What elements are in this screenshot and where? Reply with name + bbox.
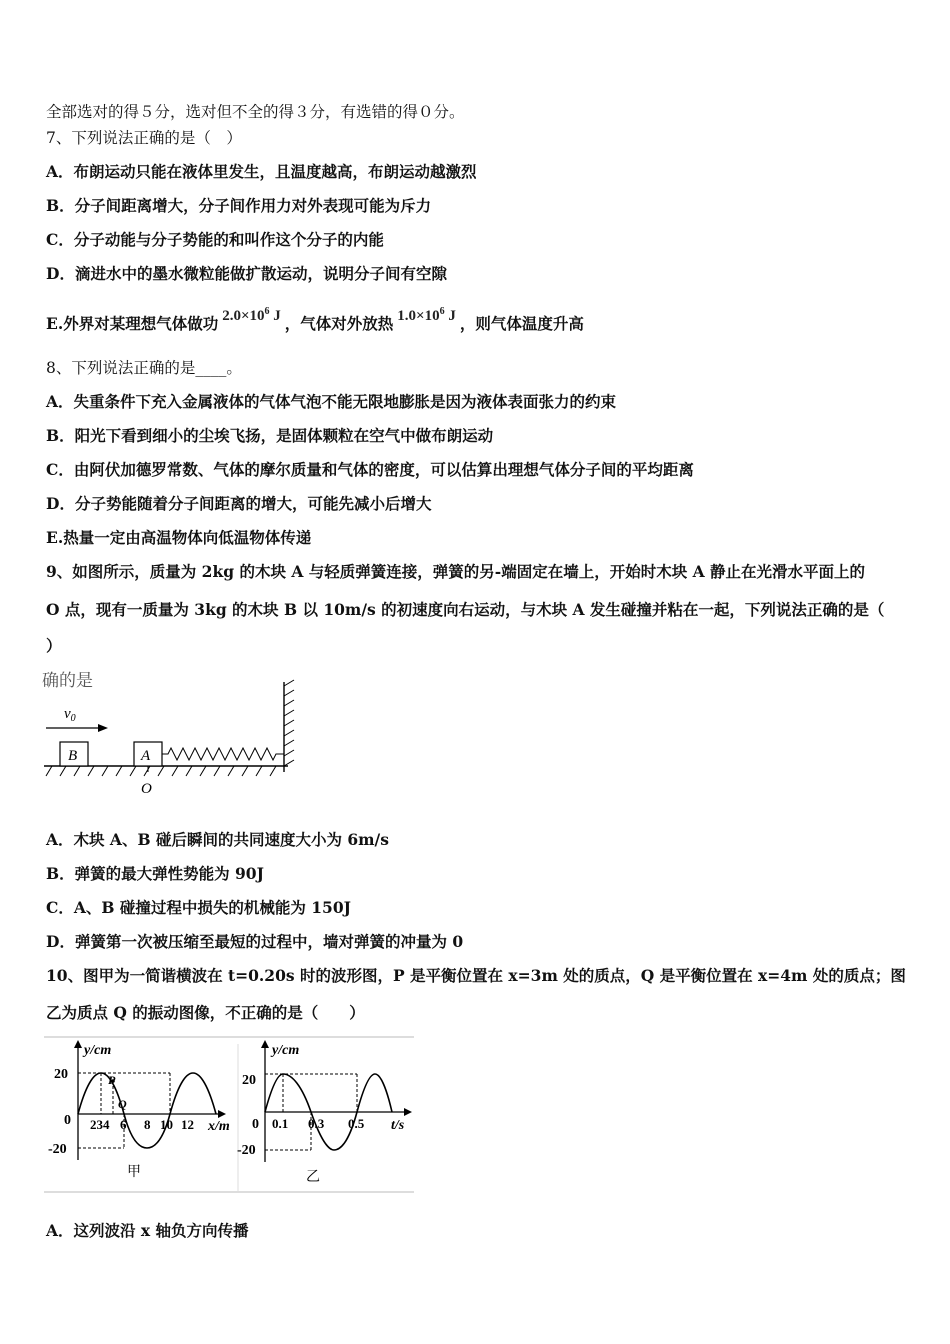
q9-caption-fragment: 确的是 <box>42 671 93 690</box>
q7-e-mid: ，气体对外放热 <box>284 314 394 333</box>
yi-tick-0-5: 0.5 <box>348 1116 365 1131</box>
q10-stem-line1: 10、图甲为一简谐横波在 t=0.20s 时的波形图，P 是平衡位置在 x=3m 处的质点，Q 是平衡位置在 x=4m 处的质点；图 <box>46 966 906 985</box>
jia-xtick-12: 12 <box>181 1117 194 1132</box>
jia-y-top: 20 <box>54 1067 68 1082</box>
yi-y-top: 20 <box>242 1073 256 1088</box>
q10-stem-line2: 乙为质点 Q 的振动图像，不正确的是（ ） <box>46 1003 365 1022</box>
yi-y-bottom: -20 <box>237 1143 256 1158</box>
x-axis-arrow <box>404 1108 412 1116</box>
y-axis-arrow <box>261 1040 269 1048</box>
q7-option-d: D．滴进水中的墨水微粒能做扩散运动，说明分子间有空隙 <box>46 264 447 283</box>
q8-option-c: C．由阿伏加德罗常数、气体的摩尔质量和气体的密度，可以估算出理想气体分子间的平均距离 <box>46 460 694 479</box>
jia-xlabel: x/m <box>208 1119 230 1134</box>
q7-e-formula-2: $1.0\times 10^6$ J <box>397 306 456 324</box>
jia-origin: 0 <box>64 1113 71 1128</box>
q7-e-formula-1: $2.0\times 10^6$ J <box>222 306 281 324</box>
block-b-label: B <box>68 748 78 764</box>
jia-label-q: Q <box>118 1097 127 1111</box>
jia-label-p: P <box>108 1073 116 1087</box>
q8-option-d: D．分子势能随着分子间距离的增大，可能先减小后增大 <box>46 494 432 513</box>
x-axis-arrow <box>218 1110 226 1118</box>
q9-stem-line3: ） <box>46 636 62 655</box>
spring <box>162 748 284 760</box>
jia-caption: 甲 <box>127 1165 141 1180</box>
q9-spring-block-diagram <box>40 668 310 803</box>
ground-hatch <box>46 766 276 776</box>
yi-xlabel: t/s <box>391 1118 405 1133</box>
q7-option-e <box>46 306 584 335</box>
velocity-arrow-head <box>98 724 108 732</box>
yi-tick-0-1: 0.1 <box>272 1116 289 1131</box>
q8-option-e: E.热量一定由高温物体向低温物体传递 <box>46 528 312 547</box>
q7-option-b: B．分子间距离增大，分子间作用力对外表现可能为斥力 <box>46 196 432 215</box>
jia-xtick-8: 8 <box>144 1117 151 1132</box>
q9-option-a: A．木块 A、B 碰后瞬间的共同速度大小为 6m/s <box>46 830 389 849</box>
q9-option-b: B．弹簧的最大弹性势能为 90J <box>46 864 264 883</box>
jia-xtick-10: 10 <box>160 1117 173 1132</box>
q9-stem-line2: O 点，现有一质量为 3kg 的木块 B 以 10m/s 的初速度向右运动，与木块 A 发生碰撞并粘在一起，下列说法正确的是（ <box>46 600 885 619</box>
q7-e-pre: E.外界对某理想气体做功 <box>46 314 219 333</box>
q8-option-b: B．阳光下看到细小的尘埃飞扬，是固体颗粒在空气中做布朗运动 <box>46 426 494 445</box>
block-a-label: A <box>141 748 151 764</box>
v0-label: $v_0$ <box>64 706 76 724</box>
y-axis-arrow <box>74 1040 82 1048</box>
yi-ylabel: y/cm <box>272 1043 300 1058</box>
yi-origin: 0 <box>252 1117 259 1132</box>
q7-e-post: ，则气体温度升高 <box>459 314 584 333</box>
q9-option-c: C．A、B 碰撞过程中损失的机械能为 150J <box>46 898 351 917</box>
jia-y-bottom: -20 <box>48 1142 67 1157</box>
q9-option-d: D．弹簧第一次被压缩至最短的过程中，墙对弹簧的冲量为 0 <box>46 932 464 951</box>
yi-caption: 乙 <box>306 1170 320 1185</box>
wall-hatch <box>284 680 294 766</box>
q8-stem: 8、下列说法正确的是____。 <box>46 359 242 377</box>
yi-tick-0-3: 0.3 <box>308 1116 325 1131</box>
q10-option-a: A．这列波沿 x 轴负方向传播 <box>46 1221 249 1240</box>
point-o-label: O <box>141 781 152 797</box>
q10-wave-graph-jia <box>44 1036 236 1196</box>
q9-stem-line1: 9、如图所示，质量为 2kg 的木块 A 与轻质弹簧连接，弹簧的另-端固定在墙上，开始时木块 A 静止在光滑水平面上的 <box>46 562 866 581</box>
q7-option-c: C．分子动能与分子势能的和叫作这个分子的内能 <box>46 230 384 249</box>
instruction-text: 全部选对的得５分，选对但不全的得３分，有选错的得０分。 <box>46 103 465 121</box>
q7-option-a: A．布朗运动只能在液体里发生，且温度越高，布朗运动越激烈 <box>46 162 477 181</box>
q7-stem: 7、下列说法正确的是（ ） <box>46 129 242 147</box>
jia-ylabel: y/cm <box>84 1043 112 1058</box>
jia-xtick-234: 234 <box>90 1117 110 1132</box>
jia-xtick-6: 6 <box>120 1117 127 1132</box>
q8-option-a: A．失重条件下充入金属液体的气体气泡不能无限地膨胀是因为液体表面张力的约束 <box>46 392 617 411</box>
jia-wave-curve <box>78 1073 216 1148</box>
q10-vibration-graph-yi <box>236 1036 416 1196</box>
